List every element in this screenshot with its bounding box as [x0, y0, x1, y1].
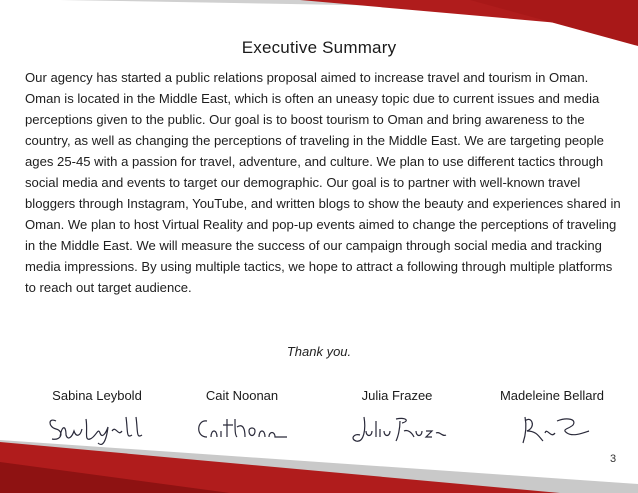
page-title: Executive Summary	[241, 38, 397, 57]
signatory-name: Madeleine Bellard	[499, 388, 605, 403]
summary-paragraph: Our agency has started a public relations proposal aimed to increase travel and tourism in Oman. Oman is located in the Middle East, which is often an uneasy topic due to current issues and media perceptions given to the public. Our goal is to boost tourism to Oman and bring awareness to the country, as well as changing the perceptions of traveling in the Middle East. We are targeting people ages 25-45 with a passion for travel, adventure, and culture. We plan to use different tactics through social media and events to target our demographic. Our goal is to partner with well-known travel bloggers through Instagram, YouTube, and written blogs to show the beauty and experiences shared in Oman. We plan to host Virtual Reality and pop-up events aimed to change the perceptions of traveling in the Middle East. We will measure the success of our campaign through social media and tracking media impressions. By using multiple tactics, we hope to attract a following through multiple platforms to reach out target audience.	[25, 70, 621, 295]
signatory-name: Cait Noonan	[205, 388, 279, 403]
signatory-name: Julia Frazee	[361, 388, 433, 403]
signature-block-madeleine	[482, 388, 622, 447]
signature-block-cait	[172, 388, 312, 447]
bottom-decorative-band	[0, 440, 638, 493]
closing-text: Thank you.	[286, 344, 352, 359]
signatory-name: Sabina Leybold	[52, 388, 142, 403]
signature-block-sabina	[27, 388, 167, 447]
page-number: 3	[610, 453, 617, 465]
signature-block-julia	[327, 388, 467, 447]
